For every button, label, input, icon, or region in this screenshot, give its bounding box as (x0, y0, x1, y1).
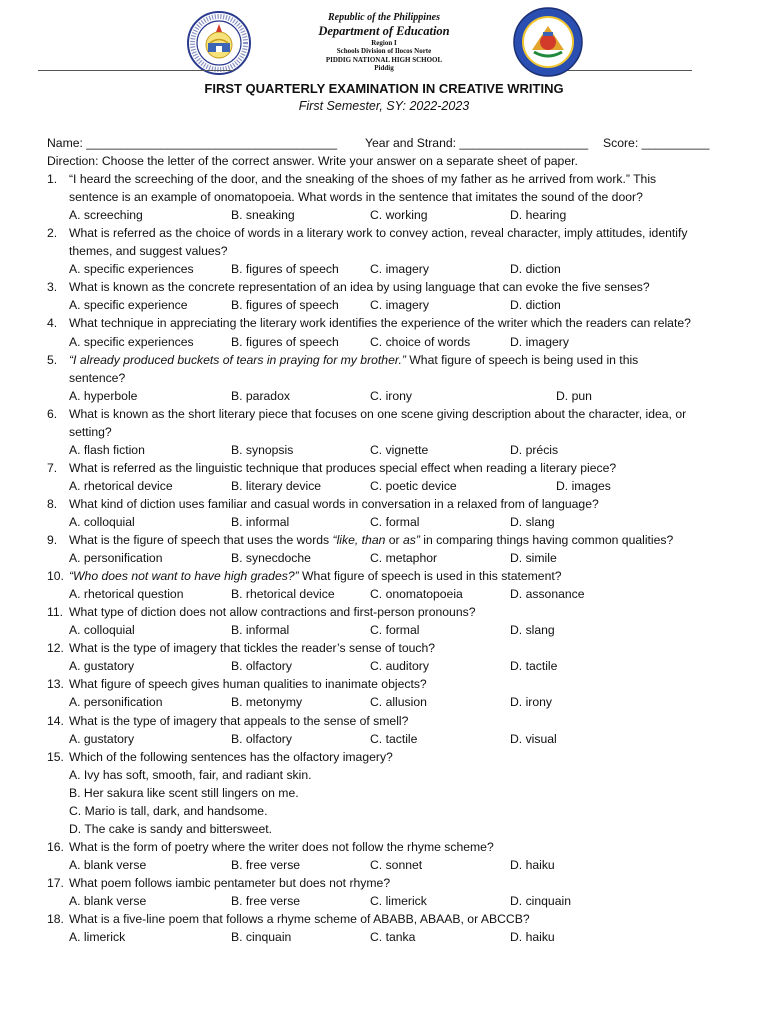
question-17-options (47, 892, 737, 910)
question-3-options (47, 296, 737, 314)
option-b: B. figures of speech (231, 334, 339, 349)
question-13: 13. What figure of speech gives human qualities to inanimate objects? (47, 677, 427, 692)
option-b: B. rhetorical device (231, 587, 335, 602)
option-b: B. synopsis (231, 442, 294, 457)
option-a: A. colloquial (69, 623, 135, 638)
question-10: 10. “Who does not want to have high grades?” What figure of speech is used in this statement? (47, 569, 562, 584)
list-item: B. Her sakura like scent still lingers on me. (69, 785, 299, 800)
name-field: Name: _____________________________________ (47, 136, 338, 150)
question-10-options (47, 585, 737, 603)
question-5-options (47, 387, 737, 405)
option-a: A. specific experience (69, 298, 188, 313)
question-2-options (47, 260, 737, 278)
question-8: 8. What kind of diction uses familiar and casual words in conversation in a relaxed from of language? (47, 496, 599, 511)
option-c: C. sonnet (370, 857, 423, 872)
question-1: 1. “I heard the screeching of the door, and the sneaking of the shoes of my father as he arrived from work.” This (47, 172, 657, 187)
option-c: C. vignette (370, 442, 429, 457)
letterhead (234, 12, 534, 73)
option-d: D. diction (510, 298, 561, 313)
option-c: C. imagery (370, 298, 429, 313)
option-d: D. pun (556, 388, 592, 403)
option-b: B. metonymy (231, 695, 303, 710)
option-c: C. onomatopoeia (370, 587, 463, 602)
option-d: D. assonance (510, 587, 585, 602)
option-c: C. tanka (370, 930, 416, 945)
option-a: A. gustatory (69, 731, 135, 746)
option-d: D. simile (510, 551, 557, 566)
option-c: C. tactile (370, 731, 418, 746)
option-b: B. paradox (231, 388, 290, 403)
option-d: D. hearing (510, 208, 567, 223)
option-b: B. cinquain (231, 930, 292, 945)
option-a: A. hyperbole (69, 388, 138, 403)
option-a: A. specific experiences (69, 262, 194, 277)
option-b: B. free verse (231, 857, 301, 872)
option-d: D. visual (510, 731, 557, 746)
option-d: D. irony (510, 695, 552, 710)
list-item: A. Ivy has soft, smooth, fair, and radiant skin. (69, 767, 312, 782)
option-b: B. olfactory (231, 659, 292, 674)
direction: Direction: Choose the letter of the correct answer. Write your answer on a separate sheet of paper. (47, 154, 578, 169)
list-item: D. The cake is sandy and bittersweet. (69, 821, 273, 836)
option-b: B. free verse (231, 893, 301, 908)
option-d: D. haiku (510, 857, 555, 872)
school-seal-icon (512, 6, 584, 78)
question-2: 2. What is referred as the choice of words in a literary work to convey action, reveal character, imply attitudes, identify (47, 226, 688, 241)
option-a: A. blank verse (69, 857, 147, 872)
option-d: D. tactile (510, 659, 558, 674)
question-18-options (47, 928, 737, 946)
question-12: 12. What is the type of imagery that tickles the reader’s sense of touch? (47, 641, 436, 656)
question-8-options (47, 513, 737, 531)
exam-subtitle: First Semester, SY: 2022-2023 (298, 99, 470, 113)
option-a: A. specific experiences (69, 334, 194, 349)
question-11-options (47, 621, 737, 639)
department-line: Department of Education (318, 24, 450, 38)
school-line: PIDDIG NATIONAL HIGH SCHOOL (325, 55, 443, 64)
option-a: A. blank verse (69, 893, 147, 908)
option-a: A. rhetorical question (69, 587, 184, 602)
student-info-row (47, 134, 737, 152)
option-c: C. irony (370, 388, 412, 403)
option-c: C. allusion (370, 695, 427, 710)
option-c: C. limerick (370, 893, 427, 908)
question-9: 9. What is the figure of speech that uses the words “like, than or as” in comparing things having common qualities? (47, 533, 674, 548)
question-15: 15. Which of the following sentences has the olfactory imagery? (47, 749, 393, 764)
option-a: A. gustatory (69, 659, 135, 674)
option-c: C. formal (370, 623, 420, 638)
list-item: C. Mario is tall, dark, and handsome. (69, 803, 268, 818)
town-line: Piddig (374, 64, 394, 73)
option-c: C. working (370, 208, 428, 223)
option-d: D. slang (510, 514, 555, 529)
option-a: A. personification (69, 551, 163, 566)
question-12-options (47, 657, 737, 675)
option-b: B. figures of speech (231, 262, 339, 277)
exam-title: FIRST QUARTERLY EXAMINATION IN CREATIVE WRITING (204, 81, 564, 96)
question-14: 14. What is the type of imagery that appeals to the sense of smell? (47, 713, 409, 728)
question-6-options (47, 441, 737, 459)
republic-line: Republic of the Philippines (328, 12, 440, 23)
option-a: A. colloquial (69, 514, 135, 529)
quote: “I already produced buckets of tears in praying for my brother.” (69, 352, 406, 367)
option-b: B. figures of speech (231, 298, 339, 313)
option-d: D. slang (510, 623, 555, 638)
option-b: B. informal (231, 623, 290, 638)
option-b: B. olfactory (231, 731, 292, 746)
quote: “Who does not want to have high grades?” (69, 569, 299, 584)
question-1-options (47, 206, 737, 224)
division-line: Schools Division of Ilocos Norte (336, 47, 432, 56)
option-c: C. auditory (370, 659, 429, 674)
option-d: D. cinquain (510, 893, 571, 908)
option-b: B. informal (231, 514, 290, 529)
region-line: Region I (371, 39, 397, 47)
question-16: 16. What is the form of poetry where the writer does not follow the rhyme scheme? (47, 839, 494, 854)
question-7-options (47, 477, 737, 495)
question-6: 6. What is known as the short literary piece that focuses on one scene giving description about the character, idea, or (47, 406, 687, 421)
option-a: A. screeching (69, 208, 143, 223)
question-18: 18. What is a five-line poem that follows a rhyme scheme of ABABB, ABAAB, or ABCCB? (47, 912, 530, 927)
question-3: 3. What is known as the concrete representation of an idea by using language that can evoke the five senses? (47, 280, 650, 295)
question-4: 4. What technique in appreciating the literary work identifies the experience of the writer which the readers can relate? (47, 316, 691, 331)
option-a: A. rhetorical device (69, 478, 173, 493)
question-16-options (47, 856, 737, 874)
option-c: C. formal (370, 514, 420, 529)
question-9-options (47, 549, 737, 567)
score-field: Score: __________ (603, 136, 710, 150)
year-strand-field: Year and Strand: ___________________ (365, 136, 589, 150)
header-rule-left (38, 70, 234, 71)
option-c: C. poetic device (370, 478, 457, 493)
option-b: B. sneaking (231, 208, 295, 223)
question-13-options (47, 693, 737, 711)
question-14-options (47, 730, 737, 748)
option-c: C. imagery (370, 262, 429, 277)
question-17: 17. What poem follows iambic pentameter but does not rhyme? (47, 875, 391, 890)
option-b: B. literary device (231, 478, 322, 493)
option-d: D. haiku (510, 930, 555, 945)
option-a: A. limerick (69, 930, 126, 945)
option-a: A. flash fiction (69, 442, 145, 457)
question-7: 7. What is referred as the linguistic technique that produces special effect when reading a literary piece? (47, 460, 617, 475)
option-d: D. précis (510, 442, 559, 457)
option-d: D. imagery (510, 334, 569, 349)
option-c: C. metaphor (370, 551, 438, 566)
question-5: 5. “I already produced buckets of tears in praying for my brother.” What figure of speech is being used in this (47, 352, 639, 367)
question-11: 11. What type of diction does not allow contractions and first-person pronouns? (47, 605, 476, 620)
option-d: D. diction (510, 262, 561, 277)
option-c: C. choice of words (370, 334, 471, 349)
option-d: D. images (556, 478, 611, 493)
exam-body: Name: _____________________________________ Year and Strand: ___________________ Score: __________ Direction: Choose the letter of the correct answer. Write your answer on a separate sheet of paper. 1. “I heard the screeching of the door, and the sneaking of the shoes of my father as he arrived from work.” This sentence is an example of onomatopoeia. What words in the sentence that imitates the sound of the door? A. screeching B. sneaking C. working D. hearing 2. What is referred as the choice of words in a literary work to convey action, reveal character, imply attitudes, identify themes, and suggest values? A. specific experiences B. figures of speech C. imagery D. diction 3. What is known as the concrete representation of an idea by using language that can evoke the five senses? A. specific experience B. figures of speech C. imagery D. diction 4. What technique in appreciating the literary work identifies the experience of the writer which the readers can relate? A. specific experiences B. figures of speech C. choice of words D. imagery 5. “I already produced buckets of tears in praying for my brother.” What figure of speech is being used in this sentence? A. hyperbole B. paradox C. irony D. pun 6. What is known as the short literary piece that focuses on one scene giving description about the character, idea, or setting? A. flash fiction B. synopsis C. vignette D. précis 7. What is referred as the linguistic technique that produces special effect when reading a literary piece? A. rhetorical device B. literary device C. poetic device D. images 8. What kind of diction uses familiar and casual words in conversation in a relaxed from of language? A. colloquial B. informal C. formal D. slang 9. What is the figure of speech that uses the words “like, than or as” in comparing things having common qualities? A. personification B. synecdoche C. metaphor D. simile 10. “Who does not want to have high grades?” What figure of speech is used in this statement? A. rhetorical question B. rhetorical device C. onomatopoeia D. assonance 11. What type of diction does not allow contractions and first-person pronouns? A. colloquial B. informal C. formal D. slang 12. What is the type of imagery that tickles the reader’s sense of touch? A. gustatory B. olfactory C. auditory D. tactile 13. What figure of speech gives human qualities to inanimate objects? A. personification B. metonymy C. allusion D. irony 14. What is the type of imagery that appeals to the sense of smell? A. gustatory B. olfactory C. tactile D. visual 15. Which of the following sentences has the olfactory imagery? A. Ivy has soft, smooth, fair, and radiant skin. B. Her sakura like scent still lingers on me. C. Mario is tall, dark, and handsome. D. The cake is sandy and bittersweet. 16. What is the form of poetry where the writer does not follow the rhyme scheme? A. blank verse B. free verse C. sonnet D. haiku 17. What poem follows iambic pentameter but does not rhyme? A. blank verse B. free verse C. limerick D. cinquain 18. What is a five-line poem that follows a rhyme scheme of ABABB, ABAAB, or ABCCB? A. limerick B. cinquain C. tanka D. haiku (47, 134, 737, 946)
question-4-options (47, 333, 737, 351)
option-b: B. synecdoche (231, 551, 311, 566)
option-a: A. personification (69, 695, 163, 710)
